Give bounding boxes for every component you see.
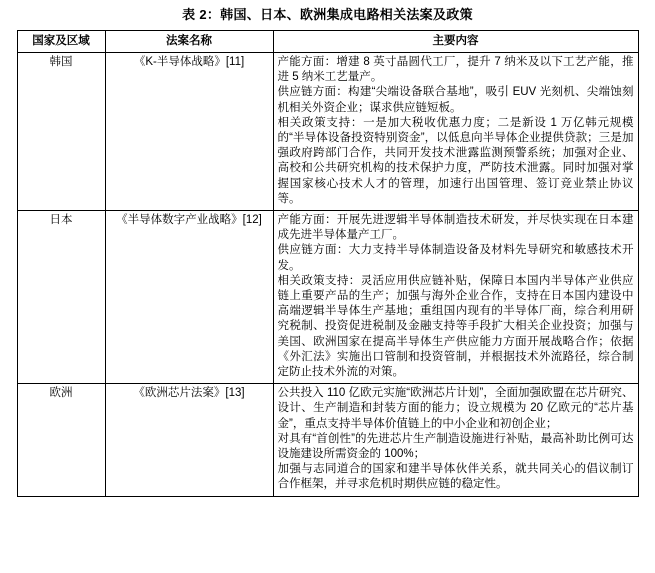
content-paragraph: 公共投入 110 亿欧元实施“欧洲芯片计划”，全面加强欧盟在芯片研究、设计、生产制造和封装方面的能力；设立规模为 20 亿欧元的“芯片基金”，重点支持半导体价值链上的中小企业和初创企业； [277, 387, 634, 430]
content-paragraph: 产能方面：增建 8 英寸晶圆代工厂，提升 7 纳米及以下工艺产能，推进 5 纳米工艺量产。 [277, 56, 634, 84]
document-page [0, 7, 655, 573]
cell-law: 《K-半导体战略》[11] [105, 53, 273, 211]
column-header-content: 主要内容 [273, 31, 638, 53]
table-row [17, 211, 638, 384]
policy-table [17, 30, 639, 497]
column-header-region: 国家及区域 [17, 31, 105, 53]
cell-law: 《欧洲芯片法案》[13] [105, 384, 273, 496]
table-header-row [17, 31, 638, 53]
content-paragraph: 供应链方面：构建“尖端设备联合基地”，吸引 EUV 光刻机、尖端蚀刻机相关外资企业；谋求供应链短板。 [277, 86, 634, 114]
table-header [17, 31, 638, 53]
cell-content [273, 211, 638, 384]
content-paragraph: 对具有“首创性”的先进芯片生产制造设施进行补贴，最高补助比例可达设施建设所需资金的 100%； [277, 432, 634, 461]
content-paragraph: 供应链方面：大力支持半导体制造设备及材料先导研究和敏感技术开发。 [277, 244, 634, 272]
content-paragraph: 相关政策支持：灵活应用供应链补贴，保障日本国内半导体产业供应链上重要产品的生产；加强与海外企业合作，支持在日本国内建设中高端逻辑半导体生产基地；重组国内现有的半导体厂商，综合利用研究税制、投资促进税制及金融支持等手段扩大相关企业投资；加强与美国、欧洲国家在提高半导体生产供应能力方面开展战略合作；依据《外汇法》实施出口管制和投资管制，并根据技术外流路径，综合制定防止技术外流的对策。 [277, 274, 634, 379]
column-header-law: 法案名称 [105, 31, 273, 53]
cell-content [273, 53, 638, 211]
cell-region: 日本 [17, 211, 105, 384]
cell-region: 韩国 [17, 53, 105, 211]
cell-region: 欧洲 [17, 384, 105, 496]
content-paragraph: 产能方面：开展先进逻辑半导体制造技术研发，并尽快实现在日本建成先进半导体量产工厂。 [277, 214, 634, 242]
cell-content [273, 384, 638, 496]
content-paragraph: 相关政策支持：一是加大税收优惠力度；二是新设 1 万亿韩元规模的“半导体设备投资特别资金”，以低息向半导体企业提供贷款；三是加强政府跨部门合作，共同开发技术泄露监测预警系统；加强对企业、高校和公共研究机构的技术保护力度，严防技术泄露。同时加强对掌握国家核心技术人才的管理，加速行出国管理、签订竞业禁止协议等。 [277, 116, 634, 205]
cell-law: 《半导体数字产业战略》[12] [105, 211, 273, 384]
content-paragraph: 加强与志同道合的国家和建半导体伙伴关系，就共同关心的倡议制订合作框架，并寻求危机时期供应链的稳定性。 [277, 463, 634, 491]
table-row [17, 53, 638, 211]
page-title: 表 2：韩国、日本、欧洲集成电路相关法案及政策 [182, 7, 473, 22]
table-row [17, 384, 638, 496]
table-body [17, 53, 638, 497]
